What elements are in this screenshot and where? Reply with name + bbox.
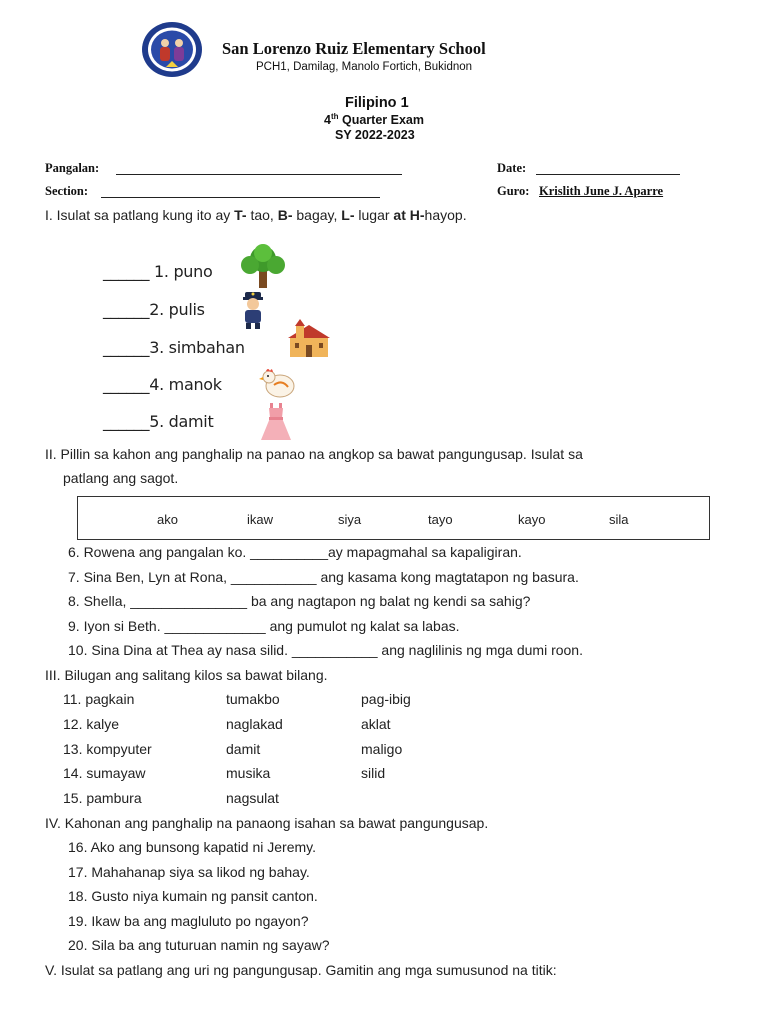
exam-number: 4 — [324, 113, 331, 128]
q14-col3: silid — [361, 765, 386, 781]
choice-siya: siya — [338, 512, 362, 527]
q15-col1: 15. pambura — [63, 790, 142, 806]
part1-text-a: . Isulat sa patlang kung ito ay — [48, 207, 235, 223]
date-field[interactable] — [536, 162, 680, 175]
question-20: 20. Sila ba ang tuturuan namin ng sayaw? — [68, 937, 330, 953]
q12-col2: naglakad — [226, 716, 283, 732]
question-17: 17. Mahahanap siya sa likod ng bahay. — [68, 864, 310, 880]
part1-item-5: ______5. damit — [103, 412, 214, 431]
part2-instruction-line1 — [45, 446, 583, 462]
choice-sila: sila — [609, 512, 629, 527]
part2-instruction-line2: patlang ang sagot. — [63, 470, 179, 486]
question-8: 8. Shella, _______________ ba ang nagtapon ng balat ng kendi sa sahig? — [68, 593, 531, 609]
part5-instruction — [45, 962, 557, 978]
q13-col1: 13. kompyuter — [63, 741, 152, 757]
part1-item-2: ______2. pulis — [103, 300, 205, 319]
q11-col1: 11. pagkain — [63, 691, 135, 707]
question-16: 16. Ako ang bunsong kapatid ni Jeremy. — [68, 839, 317, 855]
part3-instruction — [45, 667, 328, 683]
part1-text-b: tao, — [246, 207, 278, 223]
question-9: 9. Iyon si Beth. _____________ ang pumulot ng kalat sa labas. — [68, 618, 460, 634]
question-10: 10. Sina Dina at Thea ay nasa silid. ___________ ang naglilinis ng mga dumi roon. — [68, 642, 583, 658]
section-field[interactable] — [101, 185, 380, 198]
part3-numeral: III — [45, 667, 57, 683]
school-name: San Lorenzo Ruiz Elementary School — [222, 39, 486, 58]
code-b: B- — [277, 207, 293, 223]
part4-text: . Kahonan ang panghalip na panaong isahan sa bawat pangungusap. — [56, 815, 489, 831]
choice-ako: ako — [157, 512, 178, 527]
school-year: SY 2022-2023 — [335, 128, 415, 142]
section-label: Section: — [45, 184, 89, 198]
exam-quarter — [324, 112, 424, 127]
part1-instruction — [45, 207, 467, 223]
question-19: 19. Ikaw ba ang magluluto po ngayon? — [68, 913, 309, 929]
part5-numeral: V — [45, 962, 54, 978]
part1-text-c: bagay, — [292, 207, 342, 223]
question-18: 18. Gusto niya kumain ng pansit canton. — [68, 888, 318, 904]
tree-icon — [238, 243, 288, 290]
choice-tayo: tayo — [428, 512, 453, 527]
part5-text: . Isulat sa patlang ang uri ng pangungusap. Gamitin ang mga sumusunod na titik: — [53, 962, 557, 978]
part1-text-d: lugar — [354, 207, 394, 223]
q11-col2: tumakbo — [226, 691, 280, 707]
part2-text: . Pillin sa kahon ang panghalip na panao na angkop sa bawat pangungusap. Isulat sa — [52, 446, 583, 462]
school-seal-logo — [141, 21, 203, 78]
school-address: PCH1, Damilag, Manolo Fortich, Bukidnon — [256, 61, 473, 73]
question-6: 6. Rowena ang pangalan ko. __________ay mapagmahal sa kapaligiran. — [68, 544, 522, 560]
part1-numeral: I — [45, 207, 49, 223]
part3-text: . Bilugan ang salitang kilos sa bawat bilang. — [56, 667, 328, 683]
code-h: at H- — [393, 207, 425, 223]
part4-numeral: IV — [45, 815, 57, 831]
part1-item-4: ______4. manok — [103, 375, 222, 394]
exam-title-rest: Quarter Exam — [338, 113, 424, 128]
choice-ikaw: ikaw — [247, 512, 274, 527]
part4-instruction — [45, 815, 488, 831]
teacher-name: Krislith June J. Aparre — [539, 184, 664, 198]
police-officer-icon — [238, 290, 268, 330]
date-label: Date: — [497, 161, 527, 175]
q14-col1: 14. sumayaw — [63, 765, 146, 781]
choice-kayo: kayo — [518, 512, 546, 527]
teacher-label: Guro: — [497, 184, 530, 198]
part1-text-e: hayop. — [424, 207, 467, 223]
part2-numeral: II — [45, 446, 53, 462]
dress-icon — [258, 402, 294, 442]
q13-col3: maligo — [361, 741, 403, 757]
church-icon — [286, 319, 332, 359]
q12-col1: 12. kalye — [63, 716, 120, 732]
q13-col2: damit — [226, 741, 261, 757]
name-field[interactable] — [116, 162, 402, 175]
part1-item-3: ______3. simbahan — [103, 338, 245, 357]
exam-ordinal-suffix: th — [330, 112, 339, 121]
q12-col3: aklat — [361, 716, 391, 732]
q15-col2: nagsulat — [226, 790, 279, 806]
exam-subject: Filipino 1 — [345, 95, 409, 111]
q11-col3: pag-ibig — [361, 691, 411, 707]
code-l: L- — [341, 207, 355, 223]
code-t: T- — [234, 207, 247, 223]
name-label: Pangalan: — [45, 161, 100, 175]
q14-col2: musika — [226, 765, 271, 781]
part1-item-1: ______ 1. puno — [103, 262, 213, 281]
question-7: 7. Sina Ben, Lyn at Rona, ___________ ang kasama kong magtatapon ng basura. — [68, 569, 579, 585]
chicken-icon — [258, 365, 298, 401]
